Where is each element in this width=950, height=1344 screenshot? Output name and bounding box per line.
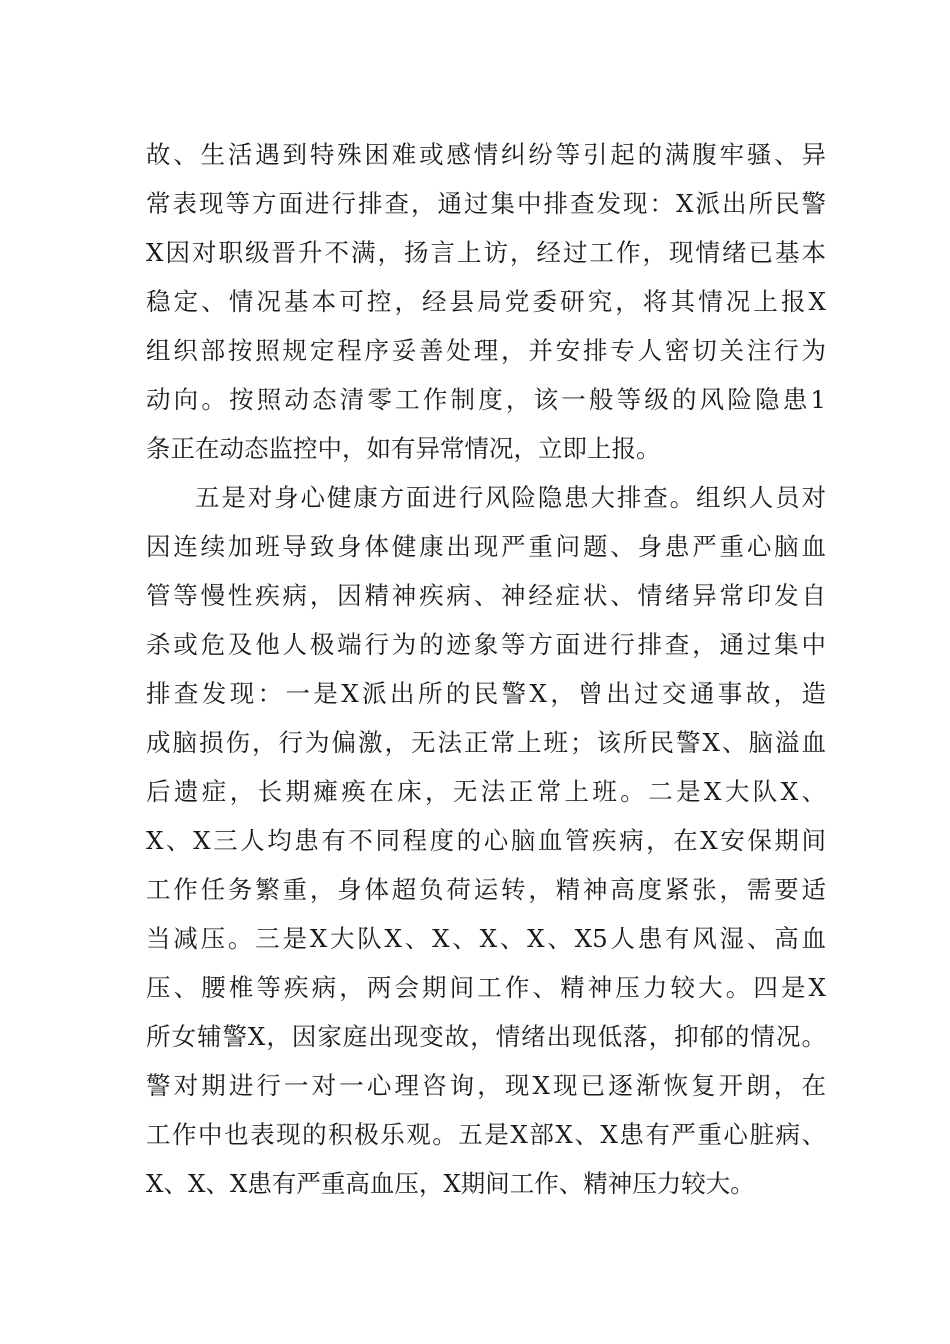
text-line: 工作中也表现的积极乐观。五是X部X、X患有严重心脏病、 <box>146 1120 826 1149</box>
text-line: 动向。按照动态清零工作制度，该一般等级的风险隐患1 <box>146 385 826 414</box>
text-line: 所女辅警X，因家庭出现变故，情绪出现低落，抑郁的情况。 <box>146 1022 826 1051</box>
text-line: X、X、X患有严重高血压，X期间工作、精神压力较大。 <box>146 1169 755 1198</box>
text-line: X因对职级晋升不满，扬言上访，经过工作，现情绪已基本 <box>146 238 826 267</box>
text-line: 条正在动态监控中，如有异常情况，立即上报。 <box>146 434 661 463</box>
text-line: 警对期进行一对一心理咨询，现X现已逐渐恢复开朗，在 <box>146 1071 826 1100</box>
text-line: 排查发现：一是X派出所的民警X，曾出过交通事故，造 <box>146 679 826 708</box>
text-line: 杀或危及他人极端行为的迹象等方面进行排查，通过集中 <box>146 630 826 659</box>
text-line: 稳定、情况基本可控，经县局党委研究，将其情况上报X <box>146 287 826 316</box>
text-line: 管等慢性疾病，因精神疾病、神经症状、情绪异常印发自 <box>146 581 826 610</box>
body-text <box>146 130 826 1208</box>
text-line: 当减压。三是X大队X、X、X、X、X5人患有风湿、高血 <box>146 924 826 953</box>
text-line: 故、生活遇到特殊困难或感情纠纷等引起的满腹牢骚、异 <box>146 140 826 169</box>
paragraph-1 <box>146 130 826 473</box>
text-line: X、X三人均患有不同程度的心脑血管疾病，在X安保期间 <box>146 826 826 855</box>
paragraph-2 <box>146 473 826 1208</box>
text-line: 后遗症，长期瘫痪在床，无法正常上班。二是X大队X、 <box>146 777 826 806</box>
text-line: 压、腰椎等疾病，两会期间工作、精神压力较大。四是X <box>146 973 826 1002</box>
text-line: 五是对身心健康方面进行风险隐患大排查。组织人员对 <box>195 483 826 512</box>
text-line: 成脑损伤，行为偏激，无法正常上班；该所民警X、脑溢血 <box>146 728 826 757</box>
text-line: 常表现等方面进行排查，通过集中排查发现：X派出所民警 <box>146 189 826 218</box>
text-line: 组织部按照规定程序妥善处理，并安排专人密切关注行为 <box>146 336 826 365</box>
text-line: 工作任务繁重，身体超负荷运转，精神高度紧张，需要适 <box>146 875 826 904</box>
text-line: 因连续加班导致身体健康出现严重问题、身患严重心脑血 <box>146 532 826 561</box>
